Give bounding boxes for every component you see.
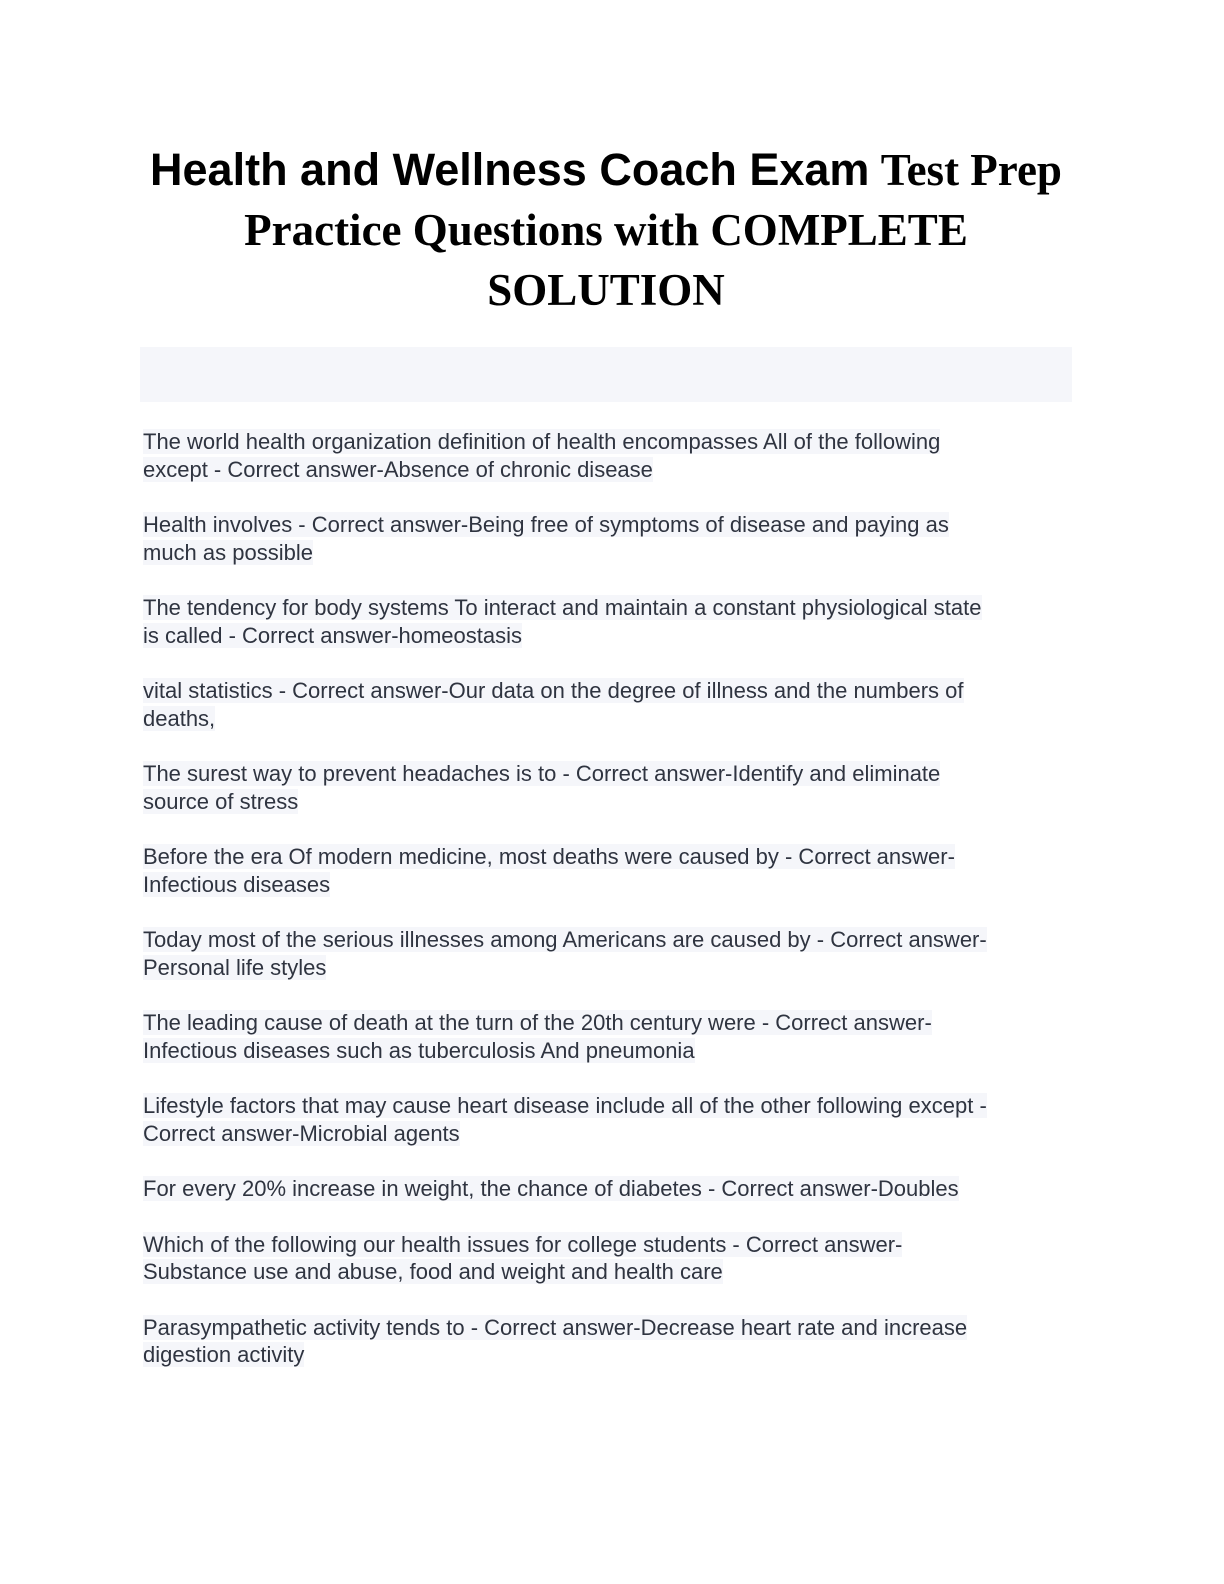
question-item [143,594,1068,649]
title-sans-part: Health and Wellness Coach Exam [150,144,870,195]
question-item [143,843,1068,898]
question-item [143,1314,1068,1369]
question-text: vital statistics - Correct answer-Our data on the degree of illness and the numbers of deaths, [143,678,964,731]
question-text: The tendency for body systems To interact and maintain a constant physiological state is called - Correct answer-homeostasis [143,595,982,648]
question-item [143,428,1068,483]
question-text: Health involves - Correct answer-Being free of symptoms of disease and paying as much as possible [143,512,949,565]
question-item [143,926,1068,981]
question-text: Parasympathetic activity tends to - Correct answer-Decrease heart rate and increase digestion activity [143,1314,968,1367]
question-item [143,1009,1068,1064]
question-item [143,1231,1068,1286]
question-text: Which of the following our health issues for college students - Correct answer- Substance use and abuse, food and weight and health care [143,1231,903,1284]
question-text: Lifestyle factors that may cause heart disease include all of the other following except - Correct answer-Microbial agents [143,1093,987,1146]
question-text: Today most of the serious illnesses among Americans are caused by - Correct answer- Personal life styles [143,927,987,980]
question-list [143,428,1068,1397]
question-text: The world health organization definition of health encompasses All of the following except - Correct answer-Absence of chronic disease [143,429,941,482]
question-item [143,1092,1068,1147]
question-item [143,760,1068,815]
question-text: For every 20% increase in weight, the chance of diabetes - Correct answer-Doubles [143,1176,959,1201]
question-item [143,511,1068,566]
title-serif-part: Test Prep Practice Questions with COMPLETE SOLUTION [244,145,1062,315]
header-banner [140,347,1072,402]
question-item [143,1175,1068,1203]
question-item [143,677,1068,732]
document-title [140,140,1072,320]
question-text: The leading cause of death at the turn of the 20th century were - Correct answer- Infectious diseases such as tuberculosis And pneumonia [143,1010,932,1063]
question-text: Before the era Of modern medicine, most deaths were caused by - Correct answer- Infectious diseases [143,844,955,897]
question-text: The surest way to prevent headaches is to - Correct answer-Identify and eliminate source of stress [143,761,941,814]
